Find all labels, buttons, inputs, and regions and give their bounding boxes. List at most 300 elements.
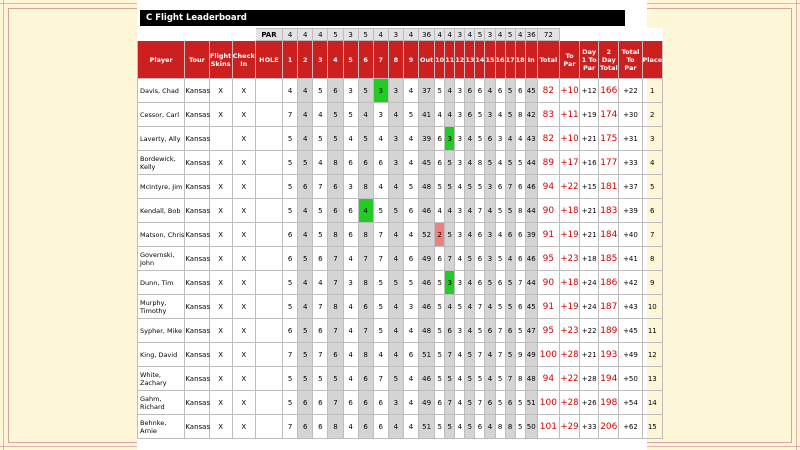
- hole-score-cell: 5: [435, 79, 445, 103]
- hole-score-cell: 4: [455, 391, 465, 415]
- two-day-total-cell: 198: [599, 391, 619, 415]
- hole-score-cell: 6: [403, 199, 418, 223]
- hole-score-cell: 7: [328, 391, 343, 415]
- hole-score-cell: 8: [505, 415, 515, 439]
- out-score-cell: 48: [419, 175, 435, 199]
- hole-score-cell: 4: [445, 295, 455, 319]
- hole-score-cell: 5: [298, 151, 313, 175]
- hole-score-cell: 3: [485, 103, 495, 127]
- hole-score-cell: 4: [343, 295, 358, 319]
- two-day-total-cell: 184: [599, 223, 619, 247]
- total-to-par-cell: +54: [619, 391, 642, 415]
- hole-score-cell: 6: [515, 223, 525, 247]
- hole-score-cell: 6: [495, 79, 505, 103]
- hole-score-cell: 6: [328, 199, 343, 223]
- hole-score-cell: 3: [343, 175, 358, 199]
- hole-score-cell: 4: [358, 103, 373, 127]
- two-day-total-cell: 206: [599, 415, 619, 439]
- place-cell: 10: [642, 295, 662, 319]
- hole-score-cell: 4: [298, 103, 313, 127]
- total-score-cell: 89: [537, 151, 559, 175]
- par-cell: 4: [283, 29, 298, 41]
- hole-score-cell: 5: [328, 367, 343, 391]
- tour-cell: Kansas: [185, 295, 209, 319]
- hole-score-cell: 6: [475, 271, 485, 295]
- hole-score-cell: 3: [455, 199, 465, 223]
- header-row: [138, 41, 663, 79]
- hole-score-cell: 5: [435, 295, 445, 319]
- column-header: 14: [475, 41, 485, 79]
- total-to-par-cell: +62: [619, 415, 642, 439]
- hole-score-cell: 5: [445, 223, 455, 247]
- out-score-cell: 46: [419, 199, 435, 223]
- hole-score-cell: 4: [403, 223, 418, 247]
- check-in-cell: X: [232, 151, 255, 175]
- hole-score-cell: 5: [515, 319, 525, 343]
- hole-score-cell: 8: [515, 367, 525, 391]
- day1-to-par-cell: +33: [580, 415, 599, 439]
- to-par-cell: +10: [559, 127, 579, 151]
- flight-skins-cell: X: [209, 343, 232, 367]
- to-par-cell: +28: [559, 391, 579, 415]
- hole-score-cell: 7: [373, 367, 388, 391]
- to-par-cell: +23: [559, 247, 579, 271]
- total-to-par-cell: +31: [619, 127, 642, 151]
- hole-score-cell: 3: [403, 295, 418, 319]
- hole-score-cell: 5: [465, 415, 475, 439]
- total-to-par-cell: +45: [619, 319, 642, 343]
- hole-score-cell: 3: [485, 247, 495, 271]
- player-name: Davis, Chad: [138, 79, 185, 103]
- hole-score-cell: 5: [283, 295, 298, 319]
- border-line: [796, 0, 797, 450]
- in-score-cell: 48: [525, 367, 537, 391]
- total-to-par-cell: +39: [619, 199, 642, 223]
- hole-score-cell: 5: [313, 223, 328, 247]
- check-in-cell: X: [232, 223, 255, 247]
- two-day-total-cell: 175: [599, 127, 619, 151]
- total-to-par-cell: +49: [619, 343, 642, 367]
- hole-score-cell: 4: [373, 343, 388, 367]
- hole-score-cell: 4: [388, 319, 403, 343]
- hole-score-cell: 6: [465, 103, 475, 127]
- player-name: Matson, Chris: [138, 223, 185, 247]
- hole-score-cell: 7: [475, 343, 485, 367]
- hole-score-cell: 5: [298, 343, 313, 367]
- hole-score-cell: 5: [313, 127, 328, 151]
- hole-score-cell: 6: [445, 319, 455, 343]
- out-score-cell: 51: [419, 415, 435, 439]
- hole-score-cell: 4: [373, 127, 388, 151]
- in-score-cell: 42: [525, 103, 537, 127]
- hole-score-cell: 3: [455, 79, 465, 103]
- hole-cell: [255, 175, 282, 199]
- day1-to-par-cell: +24: [580, 271, 599, 295]
- hole-score-cell: 5: [435, 367, 445, 391]
- player-name: Kendall, Bob: [138, 199, 185, 223]
- hole-score-cell: 7: [475, 199, 485, 223]
- par-cell: 5: [328, 29, 343, 41]
- column-header: 18: [515, 41, 525, 79]
- hole-score-cell: 5: [435, 415, 445, 439]
- par-cell: 3: [388, 29, 403, 41]
- hole-score-cell: 4: [388, 247, 403, 271]
- hole-score-cell: 6: [515, 295, 525, 319]
- hole-score-cell: 4: [283, 79, 298, 103]
- hole-score-cell: 4: [343, 367, 358, 391]
- column-header: 3: [313, 41, 328, 79]
- hole-score-cell: 4: [343, 415, 358, 439]
- hole-score-cell: 7: [373, 223, 388, 247]
- hole-score-cell: 4: [403, 127, 418, 151]
- hole-score-cell: 6: [403, 247, 418, 271]
- table-row: [138, 271, 663, 295]
- out-score-cell: 45: [419, 151, 435, 175]
- hole-score-cell: 6: [283, 223, 298, 247]
- total-score-cell: 101: [537, 415, 559, 439]
- hole-score-cell: 4: [435, 199, 445, 223]
- hole-score-cell: 4: [485, 199, 495, 223]
- two-day-total-cell: 174: [599, 103, 619, 127]
- hole-score-cell: 5: [505, 151, 515, 175]
- table-row: [138, 199, 663, 223]
- par-blank-cell: [232, 29, 255, 41]
- out-score-cell: 52: [419, 223, 435, 247]
- hole-score-cell: 5: [283, 151, 298, 175]
- par-cell: 4: [373, 29, 388, 41]
- table-row: [138, 175, 663, 199]
- hole-score-cell: 4: [485, 79, 495, 103]
- hole-cell: [255, 271, 282, 295]
- hole-score-cell: 4: [298, 79, 313, 103]
- hole-score-cell: 3: [445, 271, 455, 295]
- hole-score-cell: 5: [388, 367, 403, 391]
- flight-skins-cell: X: [209, 319, 232, 343]
- column-header: HOLE: [255, 41, 282, 79]
- player-name: Governski, John: [138, 247, 185, 271]
- tour-cell: Kansas: [185, 151, 209, 175]
- hole-score-cell: 7: [313, 295, 328, 319]
- hole-score-cell: 5: [505, 103, 515, 127]
- check-in-cell: X: [232, 343, 255, 367]
- hole-score-cell: 5: [465, 175, 475, 199]
- hole-score-cell: 5: [328, 127, 343, 151]
- table-row: [138, 79, 663, 103]
- hole-score-cell: 5: [475, 367, 485, 391]
- total-to-par-cell: +43: [619, 295, 642, 319]
- hole-score-cell: 5: [445, 415, 455, 439]
- two-day-total-cell: 193: [599, 343, 619, 367]
- to-par-cell: +11: [559, 103, 579, 127]
- hole-score-cell: 4: [388, 103, 403, 127]
- total-to-par-cell: +41: [619, 247, 642, 271]
- to-par-cell: +17: [559, 151, 579, 175]
- out-score-cell: 51: [419, 343, 435, 367]
- to-par-cell: +29: [559, 415, 579, 439]
- hole-score-cell: 6: [298, 175, 313, 199]
- player-name: McIntyre, Jim: [138, 175, 185, 199]
- par-cell: 4: [445, 29, 455, 41]
- in-score-cell: 47: [525, 319, 537, 343]
- table-row: [138, 295, 663, 319]
- two-day-total-cell: 166: [599, 79, 619, 103]
- hole-score-cell: 8: [328, 415, 343, 439]
- hole-cell: [255, 415, 282, 439]
- hole-score-cell: 6: [485, 319, 495, 343]
- two-day-total-cell: 185: [599, 247, 619, 271]
- total-score-cell: 90: [537, 199, 559, 223]
- hole-score-cell: 6: [328, 175, 343, 199]
- hole-cell: [255, 319, 282, 343]
- hole-score-cell: 8: [328, 223, 343, 247]
- tour-cell: Kansas: [185, 343, 209, 367]
- day1-to-par-cell: +16: [580, 151, 599, 175]
- par-row: [138, 29, 663, 41]
- hole-score-cell: 4: [343, 343, 358, 367]
- hole-score-cell: 4: [388, 175, 403, 199]
- two-day-total-cell: 189: [599, 319, 619, 343]
- table-row: [138, 127, 663, 151]
- out-score-cell: 39: [419, 127, 435, 151]
- tour-cell: Kansas: [185, 223, 209, 247]
- hole-score-cell: 7: [445, 391, 455, 415]
- to-par-cell: +19: [559, 223, 579, 247]
- hole-score-cell: 5: [283, 367, 298, 391]
- hole-score-cell: 6: [298, 415, 313, 439]
- hole-score-cell: 5: [495, 391, 505, 415]
- place-cell: 15: [642, 415, 662, 439]
- column-header: 13: [465, 41, 475, 79]
- hole-score-cell: 6: [283, 319, 298, 343]
- total-to-par-cell: +40: [619, 223, 642, 247]
- in-score-cell: 46: [525, 175, 537, 199]
- hole-score-cell: 4: [465, 151, 475, 175]
- day1-to-par-cell: +28: [580, 367, 599, 391]
- hole-score-cell: 6: [343, 391, 358, 415]
- check-in-cell: X: [232, 391, 255, 415]
- tour-cell: Kansas: [185, 367, 209, 391]
- hole-score-cell: 7: [313, 343, 328, 367]
- par-cell: 4: [298, 29, 313, 41]
- column-header: 15: [485, 41, 495, 79]
- hole-score-cell: 3: [388, 79, 403, 103]
- hole-score-cell: 6: [358, 391, 373, 415]
- to-par-cell: +22: [559, 367, 579, 391]
- hole-score-cell: 4: [343, 247, 358, 271]
- par-blank-cell: [138, 29, 185, 41]
- tour-cell: Kansas: [185, 415, 209, 439]
- par-cell: 36: [526, 30, 536, 39]
- hole-score-cell: 5: [435, 271, 445, 295]
- hole-score-cell: 4: [485, 343, 495, 367]
- hole-score-cell: 6: [435, 151, 445, 175]
- hole-score-cell: 6: [343, 199, 358, 223]
- hole-score-cell: 6: [313, 247, 328, 271]
- hole-cell: [255, 103, 282, 127]
- par-blank-cell: [185, 29, 209, 41]
- hole-score-cell: 4: [388, 223, 403, 247]
- column-header: In: [525, 41, 537, 79]
- hole-score-cell: 3: [373, 79, 388, 103]
- hole-score-cell: 5: [455, 295, 465, 319]
- hole-score-cell: 4: [403, 415, 418, 439]
- hole-score-cell: 6: [343, 151, 358, 175]
- hole-score-cell: 4: [298, 127, 313, 151]
- in-score-cell: 44: [525, 271, 537, 295]
- hole-score-cell: 4: [298, 271, 313, 295]
- hole-score-cell: 4: [465, 271, 475, 295]
- hole-score-cell: 4: [388, 343, 403, 367]
- out-score-cell: 48: [419, 319, 435, 343]
- hole-score-cell: 8: [358, 343, 373, 367]
- par-cell: 4: [465, 29, 475, 41]
- hole-score-cell: 3: [343, 79, 358, 103]
- day1-to-par-cell: +24: [580, 295, 599, 319]
- column-header: Check In: [232, 41, 255, 79]
- hole-score-cell: 5: [445, 175, 455, 199]
- hole-score-cell: 4: [445, 199, 455, 223]
- total-score-cell: 94: [537, 175, 559, 199]
- day1-to-par-cell: +21: [580, 127, 599, 151]
- par-cell: 5: [505, 29, 515, 41]
- out-score-cell: 37: [419, 79, 435, 103]
- hole-score-cell: 5: [495, 247, 505, 271]
- column-header: 17: [505, 41, 515, 79]
- hole-score-cell: 6: [328, 79, 343, 103]
- hole-score-cell: 4: [313, 271, 328, 295]
- to-par-cell: +22: [559, 175, 579, 199]
- hole-score-cell: 7: [515, 271, 525, 295]
- in-score-cell: 49: [525, 343, 537, 367]
- hole-score-cell: 4: [495, 103, 505, 127]
- hole-score-cell: 4: [465, 223, 475, 247]
- hole-score-cell: 4: [403, 151, 418, 175]
- hole-cell: [255, 199, 282, 223]
- hole-score-cell: 5: [388, 199, 403, 223]
- hole-score-cell: 5: [373, 271, 388, 295]
- table-row: [138, 247, 663, 271]
- hole-score-cell: 7: [283, 103, 298, 127]
- par-blank-cell: [209, 29, 232, 41]
- hole-score-cell: 6: [358, 295, 373, 319]
- hole-score-cell: 5: [298, 319, 313, 343]
- column-header: 8: [388, 41, 403, 79]
- hole-score-cell: 3: [343, 271, 358, 295]
- hole-score-cell: 3: [388, 127, 403, 151]
- hole-score-cell: 3: [455, 223, 465, 247]
- hole-score-cell: 4: [505, 247, 515, 271]
- day1-to-par-cell: +18: [580, 247, 599, 271]
- hole-score-cell: 4: [455, 247, 465, 271]
- hole-score-cell: 5: [298, 367, 313, 391]
- hole-score-cell: 3: [455, 319, 465, 343]
- hole-score-cell: 5: [435, 343, 445, 367]
- column-header: Player: [138, 41, 185, 79]
- column-header: 16: [495, 41, 505, 79]
- column-header: 11: [445, 41, 455, 79]
- day1-to-par-cell: +15: [580, 175, 599, 199]
- table-row: [138, 103, 663, 127]
- tour-cell: Kansas: [185, 79, 209, 103]
- hole-cell: [255, 127, 282, 151]
- hole-score-cell: 5: [298, 247, 313, 271]
- column-header: Tour: [185, 41, 209, 79]
- hole-score-cell: 4: [465, 199, 475, 223]
- check-in-cell: X: [232, 319, 255, 343]
- table-row: [138, 415, 663, 439]
- hole-score-cell: 5: [313, 79, 328, 103]
- hole-score-cell: 4: [455, 415, 465, 439]
- hole-score-cell: 6: [358, 151, 373, 175]
- place-cell: 7: [642, 223, 662, 247]
- hole-score-cell: 6: [485, 391, 495, 415]
- hole-score-cell: 4: [388, 295, 403, 319]
- check-in-cell: X: [232, 175, 255, 199]
- flight-skins-cell: X: [209, 79, 232, 103]
- table-row: [138, 391, 663, 415]
- hole-score-cell: 3: [445, 127, 455, 151]
- hole-score-cell: 4: [435, 103, 445, 127]
- hole-score-cell: 5: [403, 103, 418, 127]
- column-header: 6: [358, 41, 373, 79]
- column-header: Total: [537, 41, 559, 79]
- total-score-cell: 83: [537, 103, 559, 127]
- column-header: 4: [328, 41, 343, 79]
- out-score-cell: 49: [419, 247, 435, 271]
- place-cell: 5: [642, 175, 662, 199]
- total-score-cell: 100: [537, 391, 559, 415]
- player-name: Bordewick, Kelly: [138, 151, 185, 175]
- hole-score-cell: 8: [358, 175, 373, 199]
- hole-score-cell: 4: [298, 295, 313, 319]
- hole-score-cell: 4: [313, 151, 328, 175]
- tour-cell: Kansas: [185, 319, 209, 343]
- par-cell: 4: [313, 29, 328, 41]
- hole-score-cell: 7: [495, 319, 505, 343]
- hole-cell: [255, 151, 282, 175]
- hole-score-cell: 7: [328, 319, 343, 343]
- column-header: 2: [298, 41, 313, 79]
- hole-cell: [255, 79, 282, 103]
- hole-score-cell: 5: [515, 151, 525, 175]
- hole-score-cell: 7: [283, 343, 298, 367]
- hole-score-cell: 5: [343, 103, 358, 127]
- check-in-cell: X: [232, 367, 255, 391]
- hole-score-cell: 4: [455, 175, 465, 199]
- hole-score-cell: 7: [373, 247, 388, 271]
- total-score-cell: 95: [537, 247, 559, 271]
- check-in-cell: X: [232, 199, 255, 223]
- hole-score-cell: 9: [515, 343, 525, 367]
- hole-score-cell: 5: [373, 199, 388, 223]
- hole-score-cell: 6: [373, 151, 388, 175]
- place-cell: 12: [642, 343, 662, 367]
- table-row: [138, 223, 663, 247]
- hole-score-cell: 4: [343, 319, 358, 343]
- day1-to-par-cell: +19: [580, 103, 599, 127]
- in-score-cell: 51: [525, 391, 537, 415]
- hole-score-cell: 4: [485, 295, 495, 319]
- hole-score-cell: 7: [283, 415, 298, 439]
- to-par-cell: +28: [559, 343, 579, 367]
- hole-score-cell: 7: [328, 271, 343, 295]
- hole-score-cell: 8: [515, 103, 525, 127]
- leaderboard-title: C Flight Leaderboard: [140, 10, 625, 26]
- column-header: Flight Skins: [209, 41, 232, 79]
- in-score-cell: 44: [525, 199, 537, 223]
- par-cell: 5: [358, 29, 373, 41]
- tour-cell: Kansas: [185, 247, 209, 271]
